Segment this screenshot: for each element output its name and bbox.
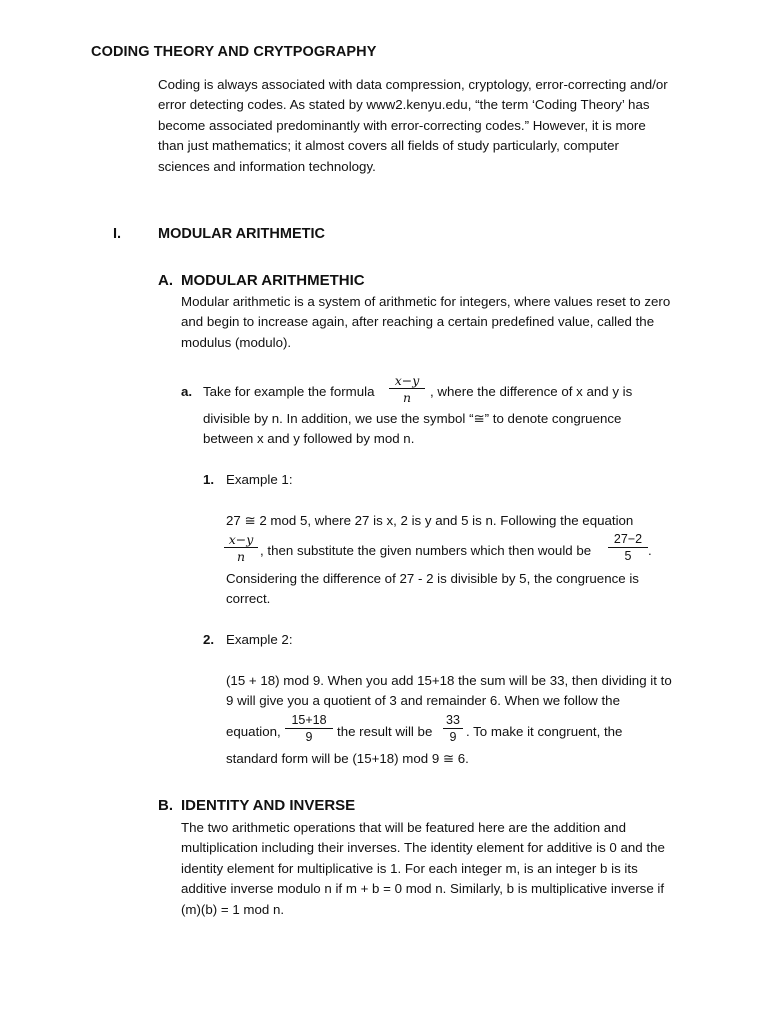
example-2-after: . To make it congruent, the [466, 724, 623, 739]
item-a-letter: a. [181, 384, 193, 399]
example-2-last-line: standard form will be (15+18) mod 9 ≅ 6. [226, 751, 469, 766]
example-1-line-2-end: . [648, 543, 652, 558]
example-2-number: 2. [203, 632, 215, 647]
example-1-number: 1. [203, 472, 215, 487]
subsection-a-letter: A. [158, 272, 173, 289]
example-2-result-label: the result will be [337, 724, 433, 739]
formula-denominator: 9 [305, 730, 313, 744]
example-1-line-2: , then substitute the given numbers which then would be [260, 543, 592, 558]
example-2-result-formula [443, 714, 463, 744]
subsection-b-paragraph: The two arithmetic operations that will be featured here are the addition and multiplication including their inverses. The identity element for additive is 0 and the identity element for multiplicative is 1. For each integer m, is an integer b is its additive inverse modulo n if m + b = 0 mod n. Similarly, b is multiplicative inverse if (m)(b) = 1 mod n. [181, 820, 665, 917]
item-a-text-after: , where the difference of x and y is [430, 384, 633, 399]
example-1-line-3: Considering the difference of 27 - 2 is divisible by 5, the congruence is correct. [226, 571, 639, 607]
formula-denominator: n [402, 390, 412, 405]
formula-denominator: 5 [624, 549, 632, 563]
formula-numerator: 33 [446, 713, 460, 727]
section-number: I. [113, 226, 122, 242]
document-title: CODING THEORY AND CRYTPOGRAPHY [91, 44, 377, 60]
example-2-equation-label: equation, [226, 724, 281, 739]
item-a-formula [389, 374, 425, 404]
formula-numerator: 15+18 [291, 713, 327, 727]
formula-numerator: x−y [394, 373, 420, 388]
example-2-formula [285, 714, 333, 744]
example-1-substituted-formula [608, 533, 648, 563]
example-1-formula [224, 533, 258, 563]
example-2-label: Example 2: [226, 632, 293, 647]
formula-denominator: 9 [449, 730, 457, 744]
subsection-b-letter: B. [158, 797, 173, 814]
example-2-paragraph: (15 + 18) mod 9. When you add 15+18 the sum will be 33, then dividing it to 9 will give you a quotient of 3 and remainder 6. When we follow the [226, 673, 672, 709]
formula-numerator: 27−2 [613, 532, 643, 546]
section-title: MODULAR ARITHMETIC [158, 226, 325, 242]
subsection-b-title: IDENTITY AND INVERSE [181, 797, 356, 814]
example-1-line-1: 27 ≅ 2 mod 5, where 27 is x, 2 is y and 5 is n. Following the equation [226, 513, 634, 528]
subsection-a-title: MODULAR ARITHMETHIC [181, 272, 365, 289]
intro-paragraph: Coding is always associated with data compression, cryptology, error-correcting and/or error detecting codes. As stated by www2.kenyu.edu, “the term ‘Coding Theory’ has become associated predominantly with error-correcting codes.” However, it is more than just mathematics; it almost covers all fields of study particularly, computer sciences and information technology. [158, 77, 668, 174]
subsection-a-paragraph: Modular arithmetic is a system of arithmetic for integers, where values reset to zero and begin to increase again, after reaching a certain predefined value, called the modulus (modulo). [181, 294, 671, 350]
item-a-paragraph: divisible by n. In addition, we use the symbol “≅” to denote congruence between x and y followed by mod n. [203, 411, 622, 447]
example-1-label: Example 1: [226, 472, 293, 487]
item-a-text-before: Take for example the formula [203, 384, 375, 399]
formula-numerator: x−y [228, 532, 254, 547]
formula-denominator: n [236, 549, 246, 564]
